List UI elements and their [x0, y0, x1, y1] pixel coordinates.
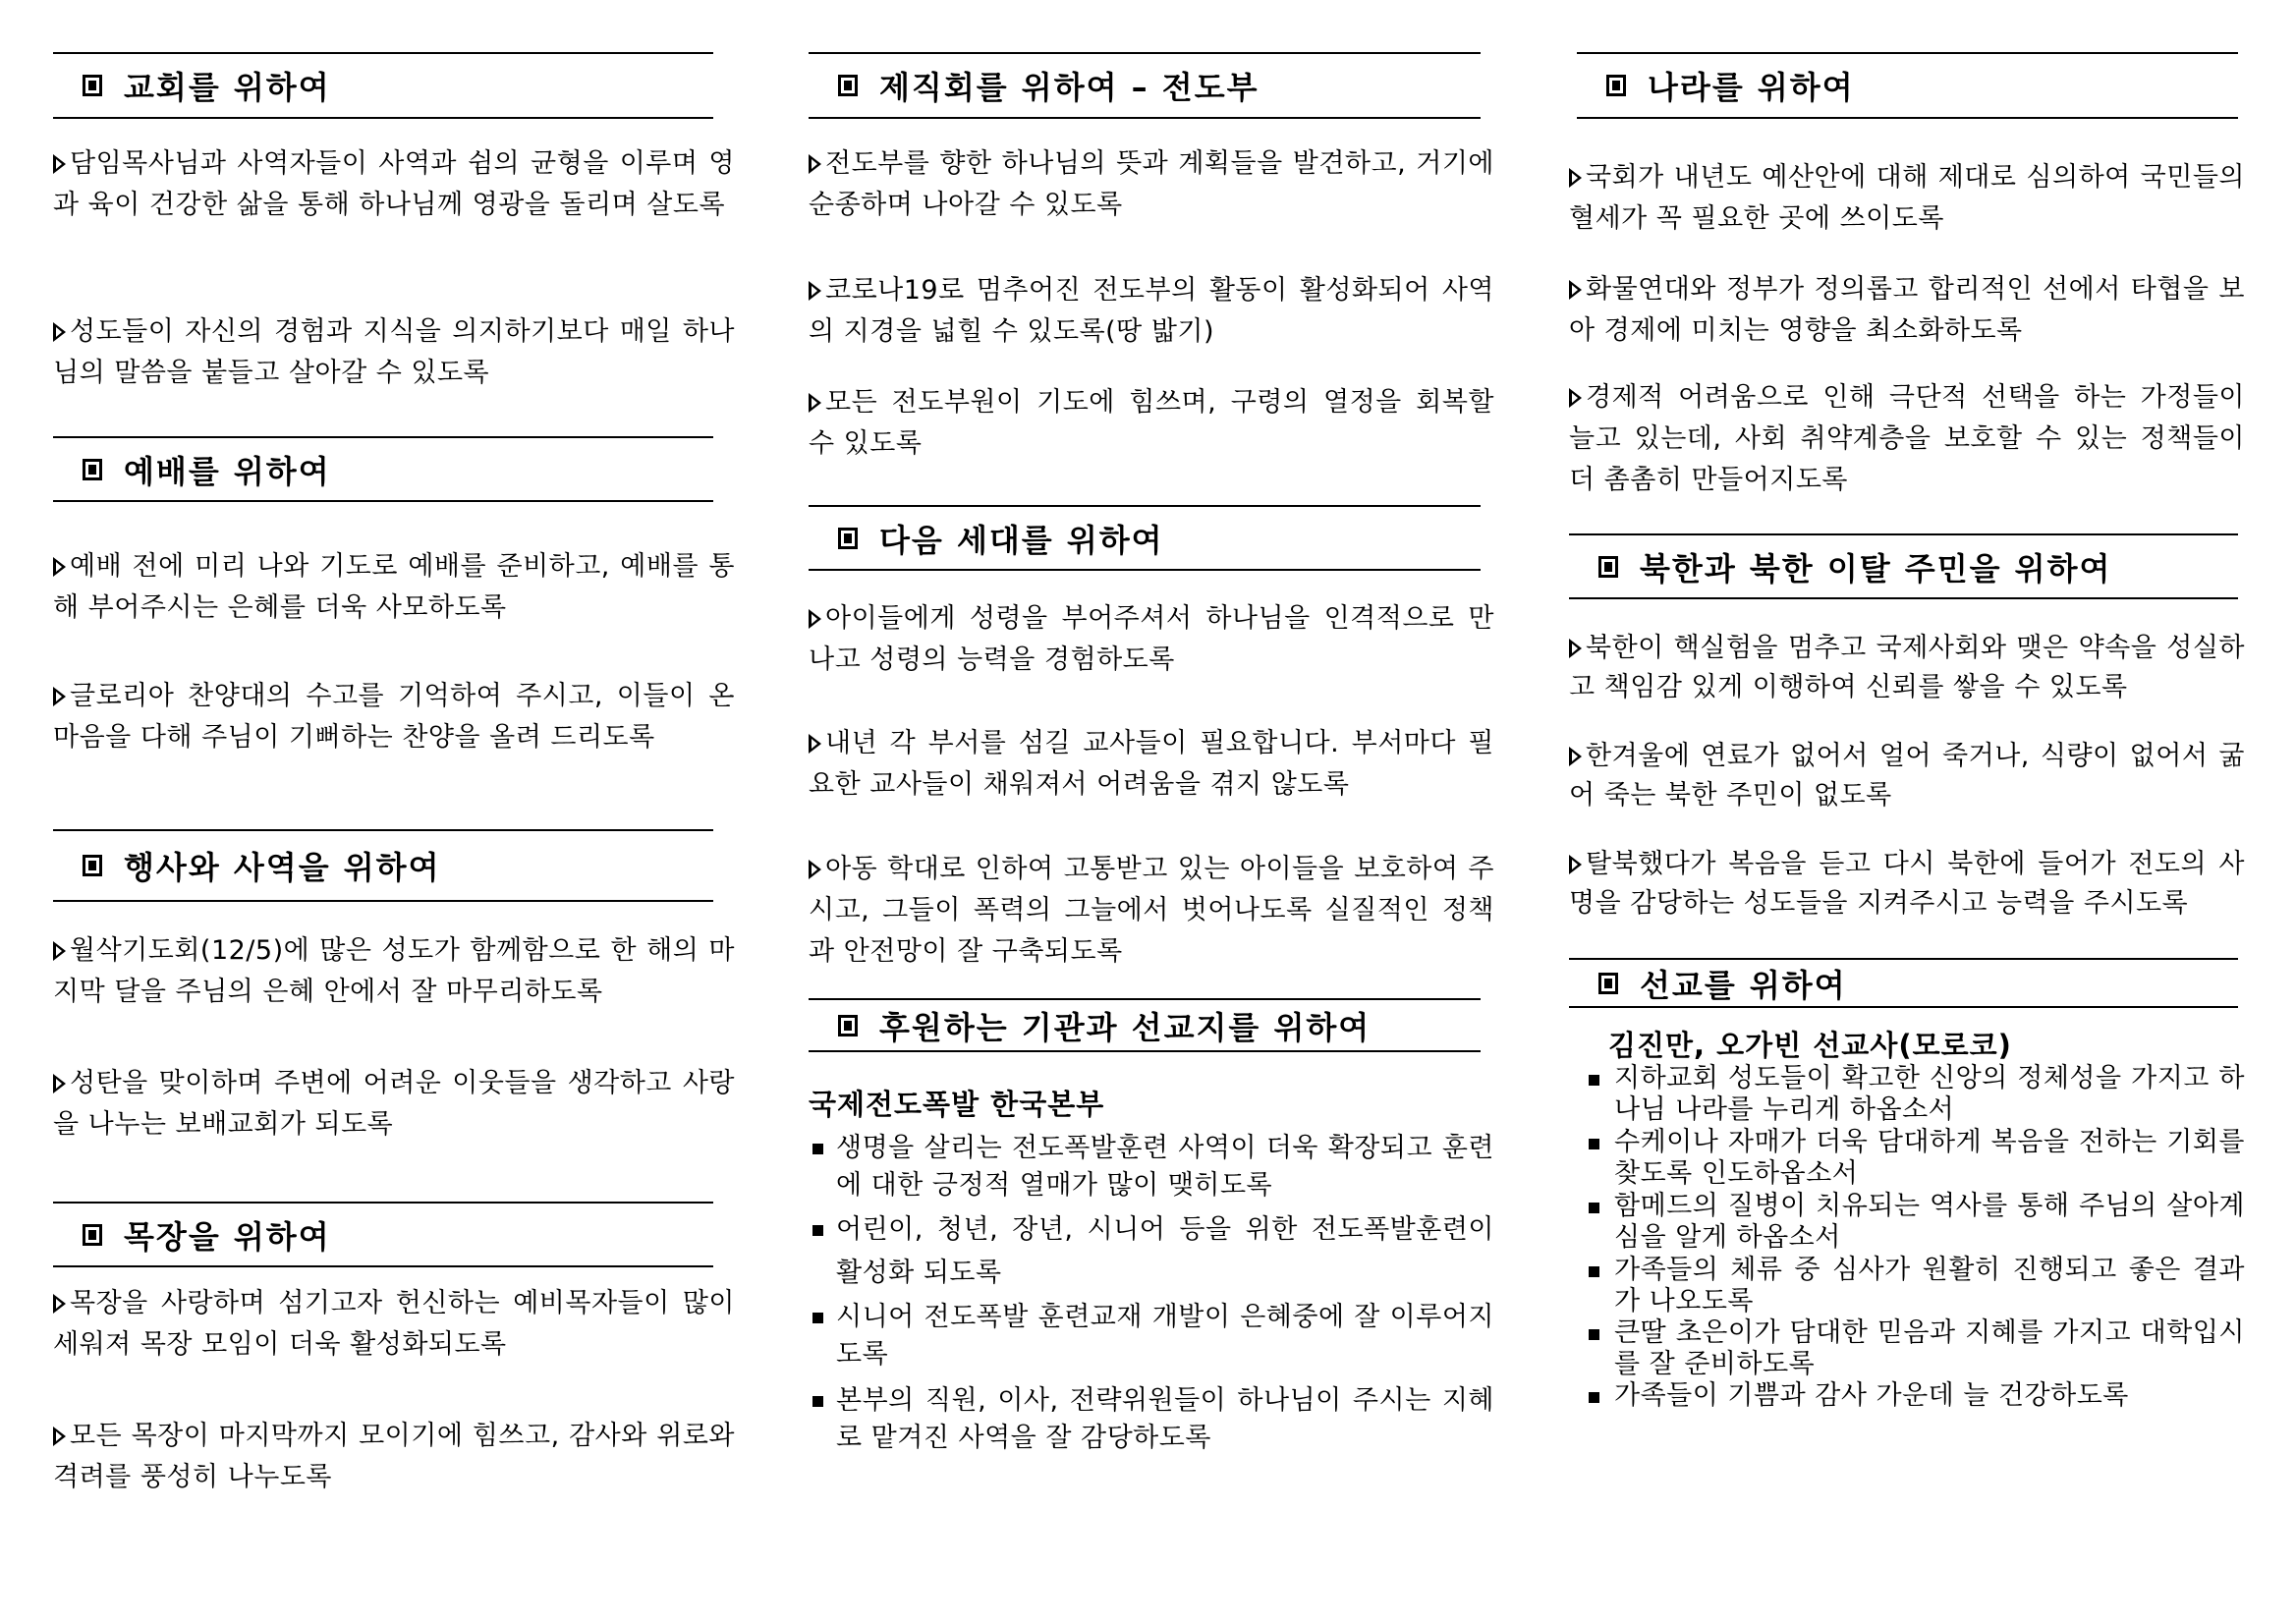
black-square-icon	[812, 1396, 823, 1407]
prayer-item: 전도부를 향한 하나님의 뜻과 계획들을 발견하고, 거기에 순종하며 나아갈 수 있도록	[809, 148, 1494, 220]
organization-subheading: 국제전도폭발 한국본부	[809, 1088, 1105, 1121]
boxed-square-icon	[838, 528, 858, 549]
boxed-square-icon	[838, 1015, 858, 1036]
prayer-item: 국회가 내년도 예산안에 대해 제대로 심의하여 국민들의 혈세가 꼭 필요한 곳에 쓰이도록	[1569, 162, 2245, 234]
black-square-icon	[1589, 1139, 1599, 1149]
prayer-bullet: 가족들의 체류 중 심사가 원활히 진행되고 좋은 결과가 나오도록	[1581, 1255, 2245, 1317]
boxed-square-icon	[83, 1224, 102, 1246]
black-square-icon	[1589, 1329, 1599, 1340]
triangle-right-icon	[53, 941, 66, 961]
prayer-bullet: 수케이나 자매가 더욱 담대하게 복음을 전하는 기회를 찾도록 인도하옵소서	[1581, 1127, 2245, 1190]
prayer-bullet: 큰딸 초은이가 담대한 믿음과 지혜를 가지고 대학입시를 잘 준비하도록	[1581, 1317, 2245, 1380]
triangle-right-icon	[1569, 388, 1582, 408]
middle-column	[809, 0, 1494, 1624]
boxed-square-icon	[1598, 973, 1618, 994]
prayer-item: 모든 목장이 마지막까지 모이기에 힘쓰고, 감사와 위로와 격려를 풍성히 나누도록	[53, 1421, 735, 1492]
section-header-next-generation	[809, 505, 1481, 571]
section-header-supported-missions	[809, 998, 1481, 1052]
triangle-right-icon	[53, 1294, 66, 1314]
right-column	[1569, 0, 2245, 1624]
prayer-bullet: 지하교회 성도들이 확고한 신앙의 정체성을 가지고 하나님 나라를 누리게 하옵소서	[1581, 1063, 2245, 1126]
black-square-icon	[812, 1144, 823, 1154]
black-square-icon	[812, 1225, 823, 1236]
prayer-item: 목장을 사랑하며 섬기고자 헌신하는 예비목자들이 많이 세워져 목장 모임이 더욱 활성화되도록	[53, 1288, 735, 1360]
prayer-bullet: 본부의 직원, 이사, 전략위원들이 하나님이 주시는 지혜로 맡겨진 사역을 잘 감당하도록	[809, 1382, 1494, 1457]
prayer-item: 글로리아 찬양대의 수고를 기억하여 주시고, 이들이 온 마음을 다해 주님이 기뻐하는 찬양을 올려 드리도록	[53, 681, 735, 753]
boxed-square-icon	[1606, 75, 1626, 96]
section-header-worship	[53, 436, 713, 502]
prayer-item: 성탄을 맞이하며 주변에 어려운 이웃들을 생각하고 사랑을 나누는 보배교회가 되도록	[53, 1068, 735, 1140]
section-header-deacons-evangelism	[809, 52, 1481, 119]
triangle-right-icon	[53, 154, 66, 174]
section-title: 다음 세대를 위하여	[879, 521, 1164, 559]
black-square-icon	[1589, 1266, 1599, 1277]
section-title: 북한과 북한 이탈 주민을 위하여	[1640, 549, 2112, 588]
triangle-right-icon	[1569, 639, 1582, 658]
triangle-right-icon	[53, 1427, 66, 1446]
triangle-right-icon	[53, 1074, 66, 1093]
triangle-right-icon	[809, 734, 821, 754]
prayer-item: 한겨울에 연료가 없어서 얼어 죽거나, 식량이 없어서 굶어 죽는 북한 주민이 없도록	[1569, 741, 2245, 811]
triangle-right-icon	[1569, 280, 1582, 300]
prayer-item: 탈북했다가 복음을 듣고 다시 북한에 들어가 전도의 사명을 감당하는 성도들을 지켜주시고 능력을 주시도록	[1569, 849, 2245, 919]
triangle-right-icon	[1569, 168, 1582, 188]
prayer-item: 담임목사님과 사역자들이 사역과 쉼의 균형을 이루며 영과 육이 건강한 삶을 통해 하나님께 영광을 돌리며 살도록	[53, 148, 735, 220]
black-square-icon	[1589, 1203, 1599, 1213]
prayer-item: 모든 전도부원이 기도에 힘쓰며, 구령의 열정을 회복할 수 있도록	[809, 387, 1494, 459]
prayer-item: 예배 전에 미리 나와 기도로 예배를 준비하고, 예배를 통해 부어주시는 은혜를 더욱 사모하도록	[53, 551, 735, 623]
triangle-right-icon	[809, 393, 821, 413]
section-title: 행사와 사역을 위하여	[124, 849, 441, 886]
prayer-item: 아이들에게 성령을 부어주셔서 하나님을 인격적으로 만나고 성령의 능력을 경험하도록	[809, 603, 1494, 675]
triangle-right-icon	[809, 154, 821, 174]
black-square-icon	[812, 1313, 823, 1323]
prayer-item: 북한이 핵실험을 멈추고 국제사회와 맺은 약속을 성실하고 책임감 있게 이행하여 신뢰를 쌓을 수 있도록	[1569, 633, 2245, 702]
prayer-bullet: 어린이, 청년, 장년, 시니어 등을 위한 전도폭발훈련이 활성화 되도록	[809, 1208, 1494, 1295]
left-column	[53, 0, 735, 1624]
section-header-cell-group	[53, 1202, 713, 1267]
prayer-item: 내년 각 부서를 섬길 교사들이 필요합니다. 부서마다 필요한 교사들이 채워져서 어려움을 겪지 않도록	[809, 728, 1494, 800]
section-header-missions	[1569, 958, 2238, 1008]
section-title: 제직회를 위하여 – 전도부	[879, 69, 1260, 106]
triangle-right-icon	[1569, 747, 1582, 766]
section-title: 교회를 위하여	[124, 69, 331, 106]
prayer-bullet: 시니어 전도폭발 훈련교재 개발이 은혜중에 잘 이루어지도록	[809, 1299, 1494, 1373]
black-square-icon	[1589, 1392, 1599, 1403]
section-title: 예배를 위하여	[124, 452, 331, 490]
prayer-item: 코로나19로 멈추어진 전도부의 활동이 활성화되어 사역의 지경을 넓힐 수 있도록(땅 밟기)	[809, 275, 1494, 347]
section-header-events	[53, 829, 713, 902]
triangle-right-icon	[809, 609, 821, 629]
prayer-item: 월삭기도회(12/5)에 많은 성도가 함께함으로 한 해의 마지막 달을 주님의 은혜 안에서 잘 마무리하도록	[53, 935, 735, 1007]
boxed-square-icon	[83, 855, 102, 876]
prayer-bullet: 함메드의 질병이 치유되는 역사를 통해 주님의 살아계심을 알게 하옵소서	[1581, 1191, 2245, 1254]
missionary-subheading: 김진만, 오가빈 선교사(모로코)	[1608, 1029, 2012, 1062]
prayer-bullet: 가족들이 기쁨과 감사 가운데 늘 건강하도록	[1581, 1380, 2245, 1412]
prayer-item: 화물연대와 정부가 정의롭고 합리적인 선에서 타협을 보아 경제에 미치는 영향을 최소화하도록	[1569, 274, 2245, 346]
prayer-item: 경제적 어려움으로 인해 극단적 선택을 하는 가정들이 늘고 있는데, 사회 취약계층을 보호할 수 있는 정책들이 더 촘촘히 만들어지도록	[1569, 382, 2245, 495]
section-title: 나라를 위하여	[1648, 69, 1855, 106]
section-header-church	[53, 52, 713, 119]
triangle-right-icon	[53, 557, 66, 577]
prayer-bullet: 생명을 살리는 전도폭발훈련 사역이 더욱 확장되고 훈련에 대한 긍정적 열매가 많이 맺히도록	[809, 1130, 1494, 1204]
prayer-item: 성도들이 자신의 경험과 지식을 의지하기보다 매일 하나님의 말씀을 붙들고 살아갈 수 있도록	[53, 316, 735, 388]
prayer-item: 아동 학대로 인하여 고통받고 있는 아이들을 보호하여 주시고, 그들이 폭력의 그늘에서 벗어나도록 실질적인 정책과 안전망이 잘 구축되도록	[809, 854, 1494, 967]
boxed-square-icon	[83, 75, 102, 96]
section-header-nation	[1577, 52, 2238, 119]
triangle-right-icon	[809, 281, 821, 301]
boxed-square-icon	[83, 459, 102, 480]
boxed-square-icon	[838, 75, 858, 96]
section-title: 선교를 위하여	[1640, 966, 1847, 1004]
section-header-north-korea	[1569, 533, 2238, 599]
section-title: 후원하는 기관과 선교지를 위하여	[879, 1008, 1372, 1046]
triangle-right-icon	[809, 860, 821, 879]
black-square-icon	[1589, 1075, 1599, 1086]
triangle-right-icon	[53, 322, 66, 342]
triangle-right-icon	[53, 687, 66, 706]
triangle-right-icon	[1569, 855, 1582, 874]
section-title: 목장을 위하여	[124, 1217, 331, 1256]
boxed-square-icon	[1598, 556, 1618, 578]
